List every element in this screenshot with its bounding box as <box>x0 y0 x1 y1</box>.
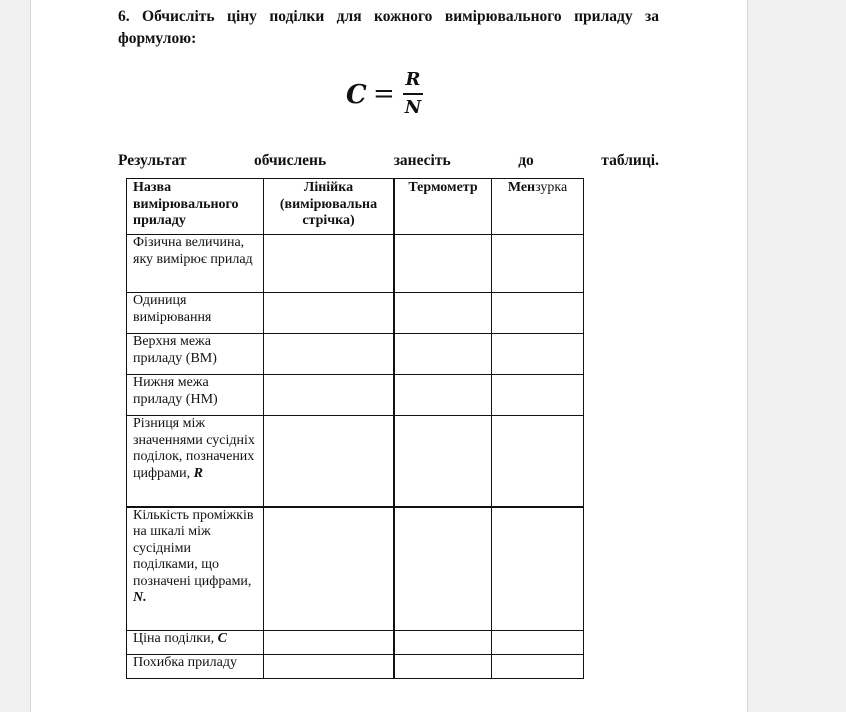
cell-beaker[interactable] <box>492 655 584 679</box>
document-content <box>118 6 659 670</box>
cell-thermometer[interactable] <box>394 416 492 507</box>
cell-thermometer[interactable] <box>394 375 492 416</box>
symbol-r: R <box>193 465 203 481</box>
cell-beaker[interactable] <box>492 293 584 334</box>
row-label-text: Ціна поділки, <box>133 631 215 646</box>
cell-thermometer[interactable] <box>394 293 492 334</box>
symbol-c: C <box>217 631 227 646</box>
row-label-r <box>127 416 264 507</box>
row-label: Похибка приладу <box>127 655 264 679</box>
table-row <box>127 375 584 416</box>
header-beaker-bold-part: Мен <box>507 180 536 195</box>
formula-denominator: N <box>404 97 422 118</box>
formula-fraction <box>403 68 423 120</box>
formula-equals-sign: = <box>373 79 395 109</box>
table-row <box>127 293 584 334</box>
cell-beaker[interactable] <box>492 375 584 416</box>
cell-ruler[interactable] <box>264 631 395 655</box>
header-beaker <box>492 179 584 235</box>
result-word: обчислень <box>254 152 327 169</box>
result-word: до <box>518 152 534 169</box>
task-statement: 6. Обчисліть ціну поділки для кожного вимірювального приладу за формулою: <box>118 8 659 47</box>
row-label-c <box>127 631 264 655</box>
row-label: Фізична величина, яку вимірює прилад <box>127 235 264 293</box>
cell-ruler[interactable] <box>264 293 395 334</box>
cell-thermometer[interactable] <box>394 655 492 679</box>
result-word: Результат <box>118 152 187 169</box>
cell-ruler[interactable] <box>264 235 395 293</box>
cell-ruler[interactable] <box>264 507 395 631</box>
cell-thermometer[interactable] <box>394 507 492 631</box>
cell-thermometer[interactable] <box>394 631 492 655</box>
fraction-bar <box>403 93 423 95</box>
table-row <box>127 235 584 293</box>
row-label: Нижня межа приладу (НМ) <box>127 375 264 416</box>
header-thermometer: Термометр <box>394 179 492 235</box>
cell-ruler[interactable] <box>264 655 395 679</box>
header-instrument-name: Назва вимірювального приладу <box>127 179 264 235</box>
result-instruction <box>118 150 659 172</box>
table-row <box>127 507 584 631</box>
table-row <box>127 334 584 375</box>
formula-lhs: C <box>346 80 367 110</box>
instruments-table <box>126 178 584 679</box>
cell-beaker[interactable] <box>492 507 584 631</box>
header-ruler: Лінійка (вимірювальна стрічка) <box>264 179 395 235</box>
cell-beaker[interactable] <box>492 416 584 507</box>
table-row <box>127 655 584 679</box>
table-row <box>127 416 584 507</box>
symbol-n: N. <box>133 590 147 605</box>
cell-beaker[interactable] <box>492 631 584 655</box>
document-page <box>30 0 748 712</box>
table-row <box>127 631 584 655</box>
row-label-n <box>127 507 264 631</box>
table-header-row <box>127 179 584 235</box>
result-word: занесіть <box>393 152 451 169</box>
cell-beaker[interactable] <box>492 235 584 293</box>
row-label-text: Кількість проміжків на шкалі між сусідніми поділками, що позначені цифрами, <box>133 507 254 589</box>
header-beaker-regular-part: зурка <box>535 180 568 195</box>
result-word: таблиці. <box>601 152 659 169</box>
row-label: Одиниця вимірювання <box>127 293 264 334</box>
row-label-text: Різниця між значеннями сусідніх поділок, позначених цифрами, <box>133 416 255 481</box>
formula-numerator: R <box>405 69 421 90</box>
division-value-formula <box>346 68 466 128</box>
cell-thermometer[interactable] <box>394 235 492 293</box>
cell-ruler[interactable] <box>264 416 395 507</box>
row-label: Верхня межа приладу (ВМ) <box>127 334 264 375</box>
cell-ruler[interactable] <box>264 334 395 375</box>
cell-thermometer[interactable] <box>394 334 492 375</box>
cell-beaker[interactable] <box>492 334 584 375</box>
cell-ruler[interactable] <box>264 375 395 416</box>
